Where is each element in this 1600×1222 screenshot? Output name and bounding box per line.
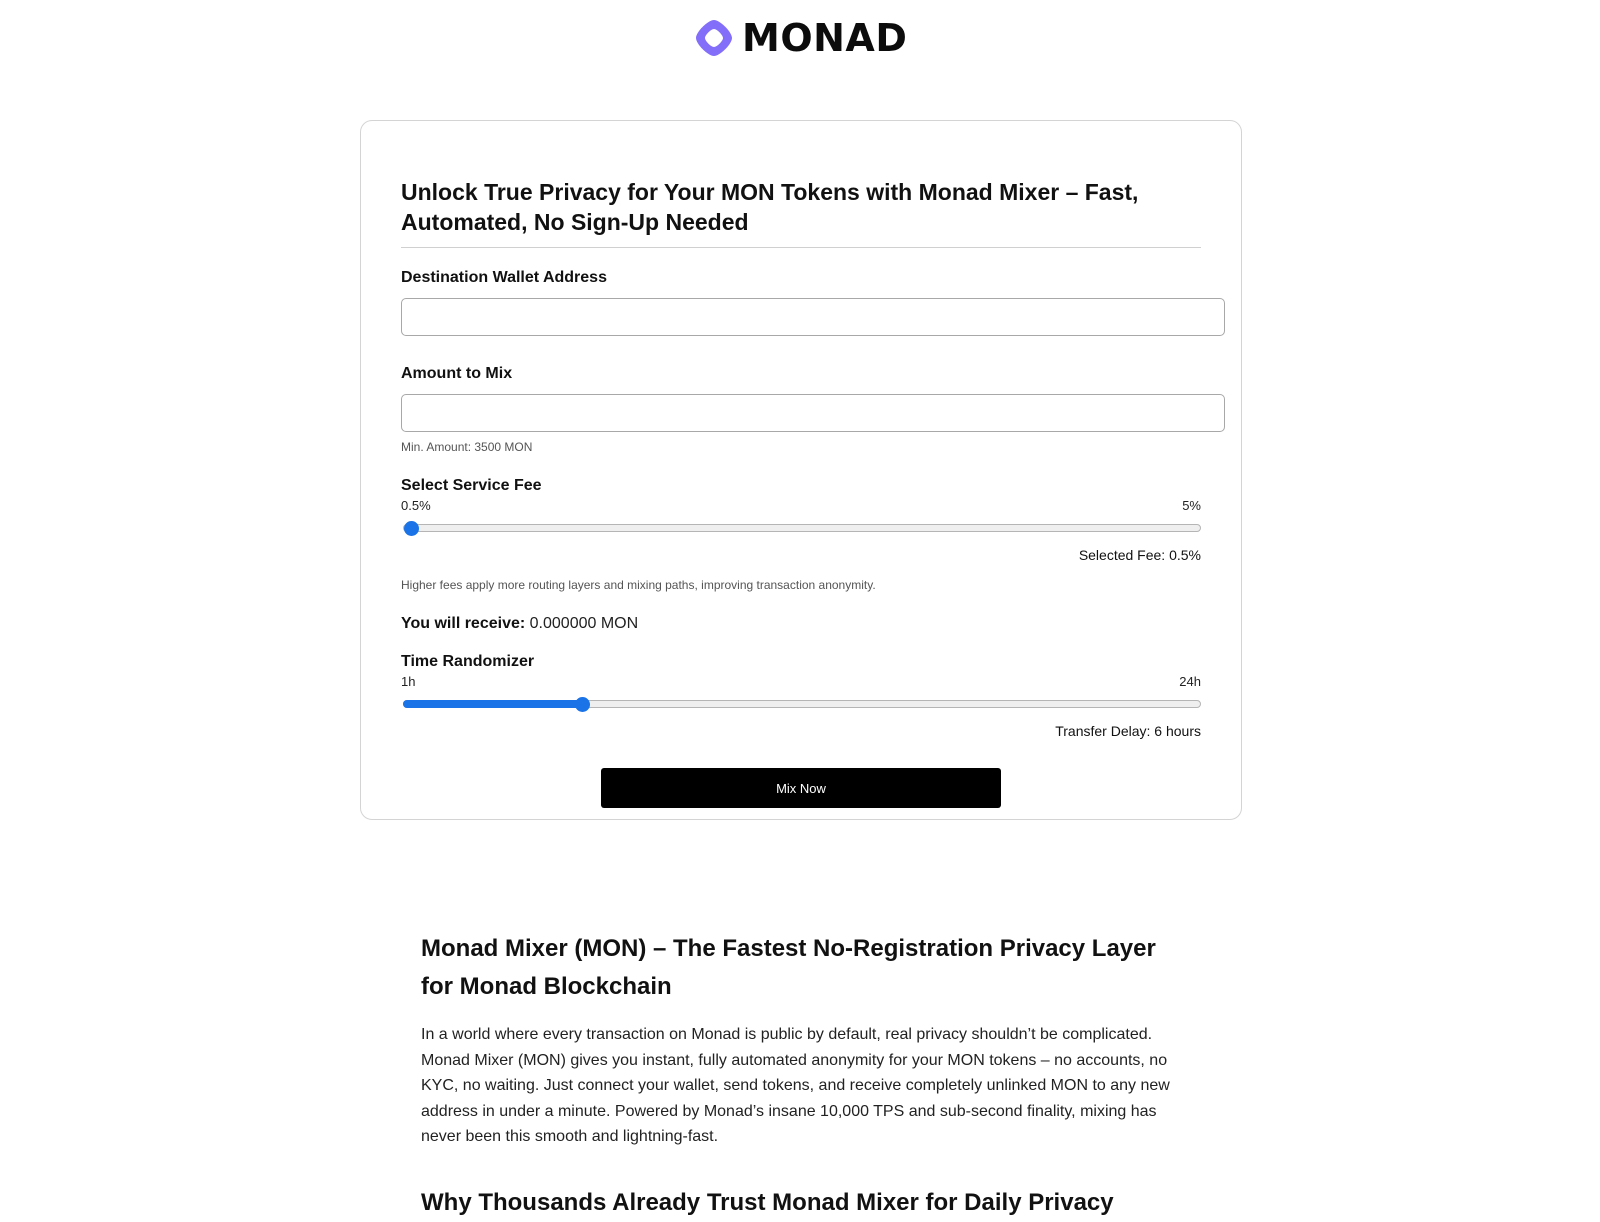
receive-amount xyxy=(401,614,1225,634)
time-min-label: 1h xyxy=(401,674,416,689)
form-title: Unlock True Privacy for Your MON Tokens with Monad Mixer – Fast, Automated, No Sign-Up Needed xyxy=(401,177,1201,248)
article-paragraph: In a world where every transaction on Monad is public by default, real privacy shouldn’t be complicated. Monad Mixer (MON) gives you instant, fully automated anonymity for your MON tokens – no accounts, no KYC, no waiting. Just connect your wallet, send tokens, and receive completely unlinked MON to any new address in under a minute. Powered by Monad’s insane 10,000 TPS and sub-second finality, mixing has never been this smooth and lightning-fast. xyxy=(421,1026,1170,1145)
time-randomizer-slider[interactable] xyxy=(401,694,1201,714)
fee-slider-track[interactable] xyxy=(403,524,1201,532)
receive-value: 0.000000 MON xyxy=(529,615,639,632)
service-fee-slider[interactable] xyxy=(401,518,1201,538)
site-header xyxy=(0,0,1600,80)
time-randomizer-label: Time Randomizer xyxy=(401,653,535,670)
transfer-delay-text: Transfer Delay: 6 hours xyxy=(1055,723,1201,739)
monad-diamond-icon xyxy=(694,18,734,58)
brand-logo[interactable] xyxy=(694,18,907,58)
fee-max-label: 5% xyxy=(1182,498,1201,513)
time-max-label: 24h xyxy=(1179,674,1201,689)
article-heading: Monad Mixer (MON) – The Fastest No-Registration Privacy Layer for Monad Blockchain xyxy=(421,935,1156,1000)
amount-label: Amount to Mix xyxy=(401,365,513,382)
fee-note: Higher fees apply more routing layers and mixing paths, improving transaction anonymity. xyxy=(401,578,876,592)
receive-label: You will receive: xyxy=(401,615,526,632)
min-amount-hint: Min. Amount: 3500 MON xyxy=(401,440,533,454)
time-slider-fill xyxy=(403,700,582,708)
amount-input[interactable] xyxy=(401,394,1225,432)
article-subheading: Why Thousands Already Trust Monad Mixer for Daily Privacy xyxy=(421,1188,1114,1216)
brand-name: MONAD xyxy=(742,16,908,60)
selected-fee-text: Selected Fee: 0.5% xyxy=(1078,547,1201,563)
destination-label: Destination Wallet Address xyxy=(401,269,607,286)
article-section xyxy=(421,930,1191,1222)
destination-wallet-input[interactable] xyxy=(401,298,1225,336)
mix-now-button[interactable]: Mix Now xyxy=(601,768,1001,808)
service-fee-label: Select Service Fee xyxy=(401,477,542,494)
time-slider-thumb[interactable] xyxy=(575,697,590,712)
fee-range-labels xyxy=(401,498,1201,514)
mixer-form-card xyxy=(360,120,1242,820)
fee-min-label: 0.5% xyxy=(401,498,431,513)
time-range-labels xyxy=(401,674,1201,690)
fee-slider-thumb[interactable] xyxy=(404,521,419,536)
